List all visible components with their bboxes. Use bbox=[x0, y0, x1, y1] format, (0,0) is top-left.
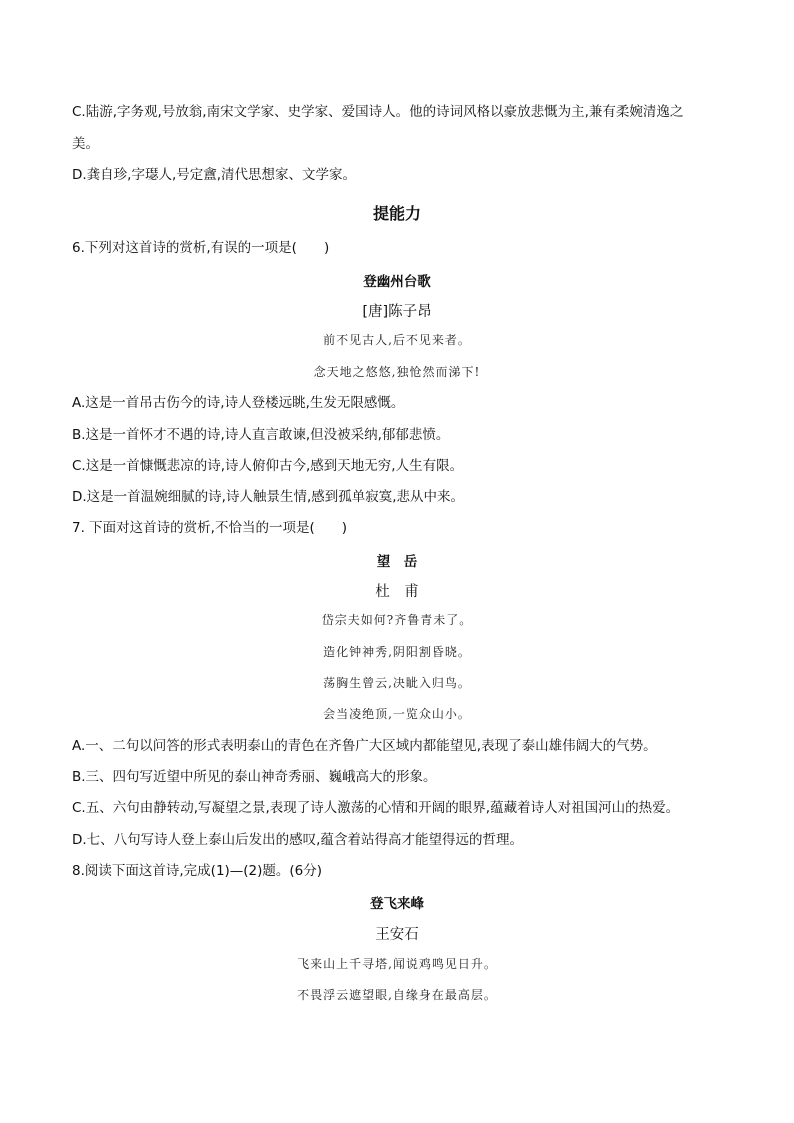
question-8-stem: 8.阅读下面这首诗,完成(1)—(2)题。(6分) bbox=[72, 863, 323, 879]
section-title: 提能力 bbox=[372, 204, 421, 223]
q7-option-a: A.一、二句以问答的形式表明泰山的青色在齐鲁广大区域内都能望见,表现了泰山雄伟阔大的气势。 bbox=[72, 738, 657, 754]
q7-verse: 造化钟神秀,阴阳割昏晓。 bbox=[323, 645, 471, 659]
q7-option-b: B.三、四句写近望中所见的泰山神奇秀丽、巍峨高大的形象。 bbox=[72, 769, 437, 785]
q7-verse: 岱宗夫如何?齐鲁青未了。 bbox=[321, 613, 473, 627]
q6-option-c: C.这是一首慷慨悲凉的诗,诗人俯仰古今,感到天地无穷,人生有限。 bbox=[72, 458, 464, 474]
q6-poem-title: 登幽州台歌 bbox=[363, 274, 431, 290]
q7-verse: 荡胸生曾云,决眦入归鸟。 bbox=[323, 676, 471, 690]
option-c-line-1: C.陆游,字务观,号放翁,南宋文学家、史学家、爱国诗人。他的诗词风格以豪放悲慨为主,兼有柔婉清逸之 bbox=[72, 104, 684, 120]
q6-option-d: D.这是一首温婉细腻的诗,诗人触景生情,感到孤单寂寞,悲从中来。 bbox=[72, 489, 465, 505]
q6-verse: 念天地之悠悠,独怆然而涕下! bbox=[313, 365, 481, 379]
q6-poem-author: [唐]陈子昂 bbox=[362, 304, 432, 320]
q7-poem-author: 杜 甫 bbox=[375, 584, 419, 600]
q7-verse: 会当凌绝顶,一览众山小。 bbox=[323, 707, 471, 721]
q6-option-b: B.这是一首怀才不遇的诗,诗人直言敢谏,但没被采纳,郁郁悲愤。 bbox=[72, 427, 450, 443]
option-c-line-2: 美。 bbox=[72, 136, 99, 152]
q7-option-d: D.七、八句写诗人登上泰山后发出的感叹,蕴含着站得高才能望得远的哲理。 bbox=[72, 832, 523, 848]
q8-poem-author: 王安石 bbox=[375, 927, 419, 943]
q7-option-c: C.五、六句由静转动,写凝望之景,表现了诗人激荡的心情和开阔的眼界,蕴藏着诗人对祖国河山的热爱。 bbox=[72, 800, 680, 816]
q8-verse: 飞来山上千寻塔,闻说鸡鸣见日升。 bbox=[297, 957, 497, 971]
q8-verse: 不畏浮云遮望眼,自缘身在最高层。 bbox=[297, 988, 497, 1002]
q7-poem-title: 望 岳 bbox=[376, 554, 418, 570]
question-7-stem: 7. 下面对这首诗的赏析,不恰当的一项是( ) bbox=[72, 520, 347, 536]
question-6-stem: 6.下列对这首诗的赏析,有误的一项是( ) bbox=[72, 240, 330, 256]
q6-option-a: A.这是一首吊古伤今的诗,诗人登楼远眺,生发无限感慨。 bbox=[72, 395, 405, 411]
q8-poem-title: 登飞来峰 bbox=[370, 896, 424, 912]
option-d: D.龚自珍,字璱人,号定盦,清代思想家、文学家。 bbox=[72, 167, 357, 183]
q6-verse: 前不见古人,后不见来者。 bbox=[323, 333, 471, 347]
